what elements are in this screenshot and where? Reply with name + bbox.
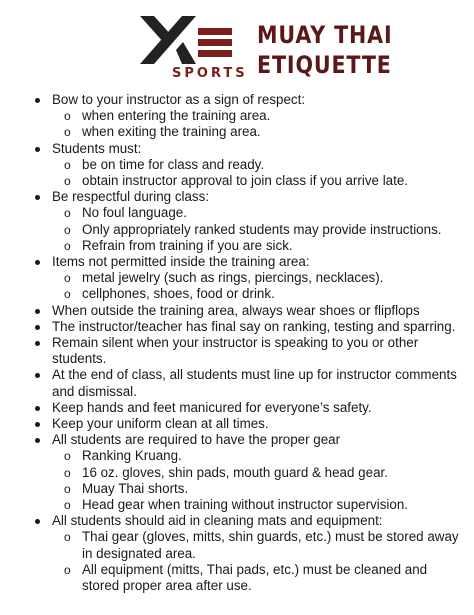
etiquette-list	[0, 92, 474, 594]
bullet-icon	[35, 519, 40, 524]
list-item	[0, 141, 474, 190]
sub-list-item-text: Head gear when training without instructor supervision.	[82, 497, 409, 513]
sub-list-item	[52, 222, 464, 238]
sub-bullet-icon: o	[64, 530, 71, 545]
sub-list-item-text: Muay Thai shorts.	[82, 480, 189, 496]
sub-bullet-icon: o	[64, 481, 71, 496]
sub-list-item-text: obtain instructor approval to join class if you arrive late.	[82, 173, 408, 189]
list-item	[0, 432, 474, 513]
bullet-icon	[35, 341, 40, 346]
list-item-text: Keep hands and feet manicured for everyone’s safety.	[52, 399, 372, 415]
list-item-text: Remain silent when your instructor is speaking to you or other students.	[52, 335, 419, 367]
bullet-icon	[35, 373, 40, 378]
list-item	[0, 254, 474, 303]
list-item-text: Bow to your instructor as a sign of respect:	[52, 92, 306, 107]
sub-list	[52, 448, 464, 513]
sub-list	[52, 205, 464, 254]
list-item	[0, 416, 474, 432]
sub-list-item	[52, 205, 464, 221]
sub-list-item	[52, 497, 464, 513]
sub-list-item	[52, 108, 464, 124]
list-item-text: Items not permitted inside the training area:	[52, 254, 310, 270]
etiquette-list-container	[0, 92, 474, 594]
title-line-1: MUAY THAI	[257, 21, 393, 49]
list-item-text: When outside the training area, always wear shoes or flipflops	[52, 302, 420, 318]
list-item	[0, 335, 474, 367]
list-item	[0, 319, 474, 335]
sub-bullet-icon: o	[64, 238, 71, 253]
x-mark-icon	[138, 14, 238, 66]
list-item	[0, 367, 474, 399]
sub-bullet-icon: o	[64, 206, 71, 221]
list-item	[0, 513, 474, 594]
sub-list-item	[52, 270, 464, 286]
bullet-icon	[35, 260, 40, 265]
list-item-text: The instructor/teacher has final say on ranking, testing and sparring.	[52, 318, 456, 334]
sub-bullet-icon: o	[64, 222, 71, 237]
sub-list-item	[52, 238, 464, 254]
sub-bullet-icon: o	[64, 562, 71, 577]
sub-bullet-icon: o	[64, 271, 71, 286]
sub-list	[52, 157, 464, 189]
sub-list-item-text: 16 oz. gloves, shin pads, mouth guard & head gear.	[82, 464, 388, 480]
sub-bullet-icon: o	[64, 449, 71, 464]
sub-list-item-text: metal jewelry (such as rings, piercings, necklaces).	[82, 270, 384, 286]
sub-list-item-text: when entering the training area.	[82, 108, 271, 124]
sub-list-item	[52, 157, 464, 173]
sub-list-item	[52, 173, 464, 189]
list-item-text: All students are required to have the proper gear	[52, 432, 341, 448]
list-item	[0, 303, 474, 319]
list-item	[0, 189, 474, 254]
sub-bullet-icon: o	[64, 125, 71, 140]
sub-list-item	[52, 529, 464, 561]
bullet-icon	[35, 309, 40, 314]
bullet-icon	[35, 406, 40, 411]
sub-bullet-icon: o	[64, 174, 71, 189]
logo-text: SPORTS	[172, 66, 248, 81]
sub-bullet-icon: o	[64, 109, 71, 124]
bullet-icon	[35, 195, 40, 200]
list-item-text: At the end of class, all students must line up for instructor comments and dismissal.	[52, 367, 457, 399]
sub-bullet-icon: o	[64, 287, 71, 302]
sub-list-item	[52, 562, 464, 594]
sub-bullet-icon: o	[64, 498, 71, 513]
sub-list-item-text: No foul language.	[82, 205, 187, 221]
list-item-text: Keep your uniform clean at all times.	[52, 416, 269, 432]
sub-list-item	[52, 465, 464, 481]
sub-list-item	[52, 124, 464, 140]
xe-sports-logo	[138, 14, 248, 82]
bullet-icon	[35, 98, 40, 103]
sub-list-item	[52, 448, 464, 464]
sub-list-item-text: Refrain from training if you are sick.	[82, 237, 293, 253]
sub-list-item-text: Thai gear (gloves, mitts, shin guards, etc.) must be stored away in designated area.	[82, 529, 459, 561]
bullet-icon	[35, 147, 40, 152]
sub-list-item-text: when exiting the training area.	[82, 124, 261, 140]
list-item-text: Be respectful during class:	[52, 189, 210, 205]
sub-list	[52, 529, 464, 594]
sub-list-item-text: Ranking Kruang.	[82, 448, 182, 464]
list-item	[0, 92, 474, 141]
sub-list-item-text: be on time for class and ready.	[82, 156, 265, 172]
page-title	[257, 20, 393, 80]
sub-list-item-text: cellphones, shoes, food or drink.	[82, 286, 275, 302]
list-item-text: All students should aid in cleaning mats and equipment:	[52, 513, 383, 529]
title-line-2: ETIQUETTE	[257, 51, 392, 79]
list-item-text: Students must:	[52, 140, 142, 156]
sub-list-item-text: All equipment (mitts, Thai pads, etc.) must be cleaned and stored proper area after use.	[82, 561, 428, 594]
sub-list	[52, 270, 464, 302]
sub-list	[52, 108, 464, 140]
sub-list-item-text: Only appropriately ranked students may provide instructions.	[82, 221, 442, 237]
header	[0, 0, 474, 92]
bullet-icon	[35, 325, 40, 330]
sub-list-item	[52, 481, 464, 497]
bullet-icon	[35, 438, 40, 443]
bullet-icon	[35, 422, 40, 427]
list-item	[0, 400, 474, 416]
sub-bullet-icon: o	[64, 157, 71, 172]
sub-list-item	[52, 286, 464, 302]
sub-bullet-icon: o	[64, 465, 71, 480]
